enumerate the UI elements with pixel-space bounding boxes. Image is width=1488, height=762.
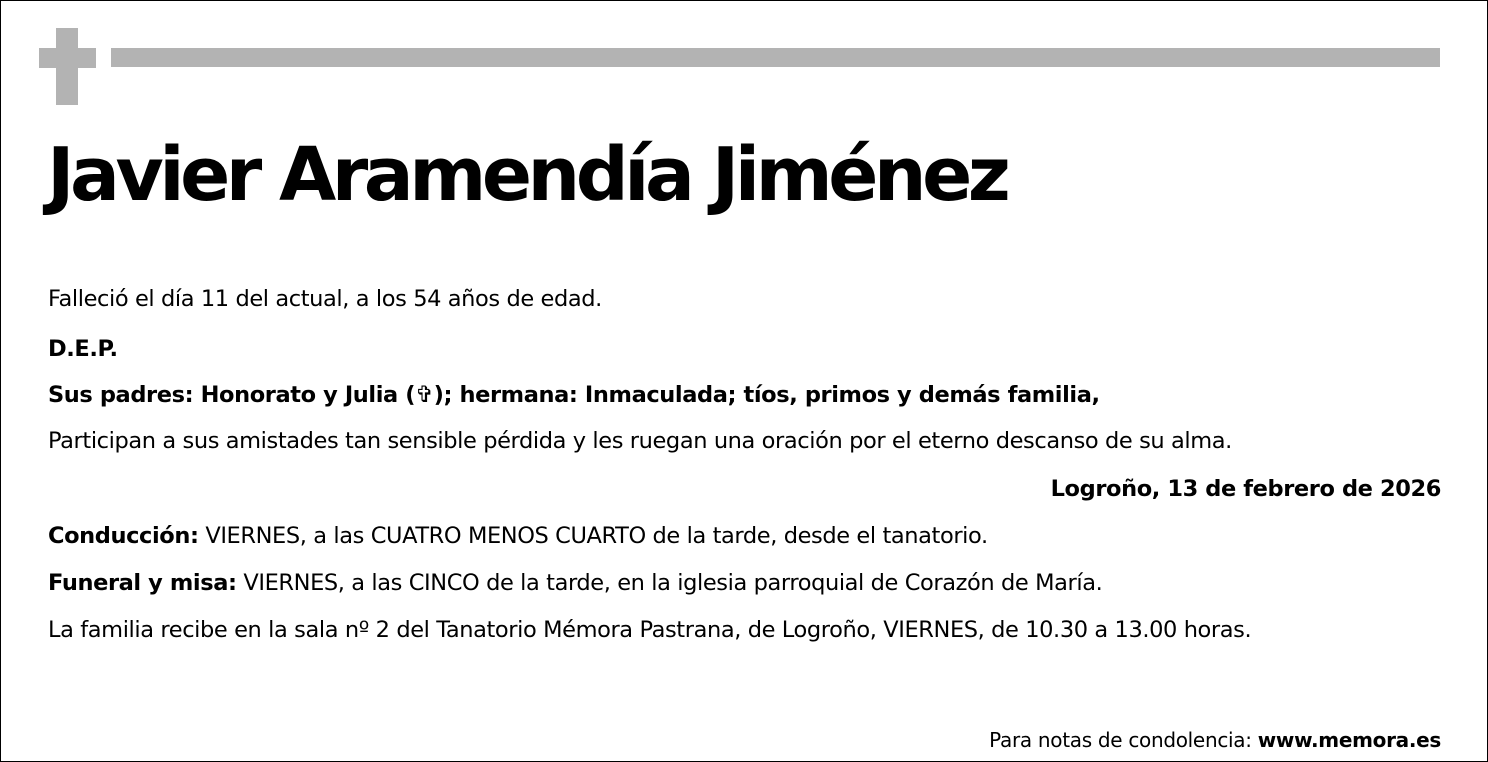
prayer-request: Participan a sus amistades tan sensible pérdida y les ruegan una oración por el eterno descanso de su alma. bbox=[48, 428, 1232, 454]
funeral-text: VIERNES, a las CINCO de la tarde, en la iglesia parroquial de Corazón de María. bbox=[236, 570, 1103, 596]
funeral-label: Funeral y misa: bbox=[48, 570, 237, 596]
conduction-line bbox=[48, 521, 988, 551]
family-list: Sus padres: Honorato y Julia (✞); hermana: Inmaculada; tíos, primos y demás familia, bbox=[48, 382, 1100, 408]
funeral-line bbox=[48, 568, 1102, 598]
condolence-footer bbox=[989, 726, 1441, 754]
header-divider-bar bbox=[111, 48, 1440, 67]
conduction-text: VIERNES, a las CUATRO MENOS CUARTO de la tarde, desde el tanatorio. bbox=[198, 523, 988, 549]
cross-horizontal-bar bbox=[39, 48, 96, 68]
reception-info: La familia recibe en la sala nº 2 del Tanatorio Mémora Pastrana, de Logroño, VIERNES, de 10.30 a 13.00 horas. bbox=[48, 617, 1252, 643]
condolence-link[interactable]: www.memora.es bbox=[1257, 728, 1441, 752]
rip-text: D.E.P. bbox=[48, 336, 118, 362]
cross-icon bbox=[39, 28, 96, 105]
condolence-label: Para notas de condolencia: bbox=[989, 728, 1258, 752]
death-notice: Falleció el día 11 del actual, a los 54 años de edad. bbox=[48, 286, 602, 312]
place-and-date: Logroño, 13 de febrero de 2026 bbox=[1050, 476, 1441, 502]
conduction-label: Conducción: bbox=[48, 523, 199, 549]
deceased-name: Javier Aramendía Jiménez bbox=[47, 132, 1007, 218]
